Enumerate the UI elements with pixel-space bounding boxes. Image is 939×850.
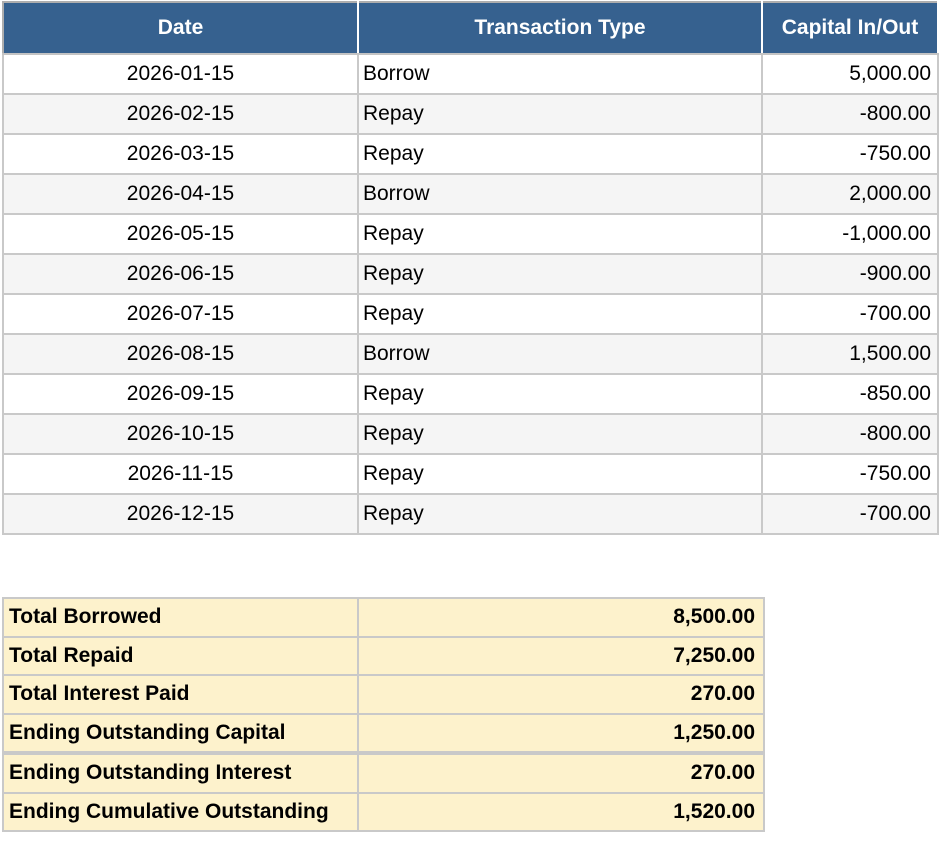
amount-cell: 1,500.00 (762, 334, 938, 374)
table-row (3, 294, 938, 334)
type-cell: Repay (358, 494, 762, 534)
col-header-date: Date (3, 2, 358, 54)
amount-cell: 2,000.00 (762, 174, 938, 214)
summary-label: Total Interest Paid (3, 675, 358, 714)
header-row (3, 2, 938, 54)
date-cell: 2026-12-15 (3, 494, 358, 534)
date-cell: 2026-08-15 (3, 334, 358, 374)
type-cell: Repay (358, 214, 762, 254)
summary-row (3, 754, 764, 793)
type-cell: Borrow (358, 334, 762, 374)
summary-row (3, 793, 764, 832)
summary-value: 270.00 (358, 754, 764, 793)
table-row (3, 254, 938, 294)
table-row (3, 94, 938, 134)
transactions-table (2, 1, 939, 535)
summary-label: Total Borrowed (3, 598, 358, 637)
type-cell: Repay (358, 254, 762, 294)
date-cell: 2026-06-15 (3, 254, 358, 294)
date-cell: 2026-07-15 (3, 294, 358, 334)
summary-value: 270.00 (358, 675, 764, 714)
summary-row (3, 714, 764, 753)
amount-cell: -750.00 (762, 454, 938, 494)
date-cell: 2026-05-15 (3, 214, 358, 254)
summary-value: 8,500.00 (358, 598, 764, 637)
summary-value: 7,250.00 (358, 637, 764, 676)
amount-cell: -800.00 (762, 94, 938, 134)
amount-cell: -800.00 (762, 414, 938, 454)
col-header-capital-in-out: Capital In/Out (762, 2, 938, 54)
type-cell: Repay (358, 134, 762, 174)
date-cell: 2026-09-15 (3, 374, 358, 414)
summary-value: 1,520.00 (358, 793, 764, 832)
date-cell: 2026-02-15 (3, 94, 358, 134)
spreadsheet-page (0, 1, 939, 850)
table-row (3, 334, 938, 374)
type-cell: Repay (358, 374, 762, 414)
summary-table-ending (2, 753, 765, 832)
table-row (3, 374, 938, 414)
date-cell: 2026-03-15 (3, 134, 358, 174)
type-cell: Repay (358, 94, 762, 134)
amount-cell: -900.00 (762, 254, 938, 294)
amount-cell: 5,000.00 (762, 54, 938, 94)
summary-label: Total Repaid (3, 637, 358, 676)
summary-label: Ending Outstanding Interest (3, 754, 358, 793)
table-row (3, 414, 938, 454)
amount-cell: -750.00 (762, 134, 938, 174)
type-cell: Repay (358, 414, 762, 454)
amount-cell: -850.00 (762, 374, 938, 414)
table-row (3, 134, 938, 174)
type-cell: Repay (358, 454, 762, 494)
type-cell: Borrow (358, 174, 762, 214)
table-row (3, 174, 938, 214)
table-row (3, 454, 938, 494)
summary-value: 1,250.00 (358, 714, 764, 753)
date-cell: 2026-11-15 (3, 454, 358, 494)
amount-cell: -700.00 (762, 294, 938, 334)
table-row (3, 494, 938, 534)
summary-label: Ending Outstanding Capital (3, 714, 358, 753)
summary-row (3, 598, 764, 637)
summary-table-totals (2, 597, 765, 753)
summary-label: Ending Cumulative Outstanding (3, 793, 358, 832)
amount-cell: -1,000.00 (762, 214, 938, 254)
summary-row (3, 637, 764, 676)
amount-cell: -700.00 (762, 494, 938, 534)
summary-row (3, 675, 764, 714)
date-cell: 2026-10-15 (3, 414, 358, 454)
type-cell: Repay (358, 294, 762, 334)
date-cell: 2026-01-15 (3, 54, 358, 94)
date-cell: 2026-04-15 (3, 174, 358, 214)
type-cell: Borrow (358, 54, 762, 94)
col-header-transaction-type: Transaction Type (358, 2, 762, 54)
spacer (0, 535, 939, 597)
table-row (3, 54, 938, 94)
table-row (3, 214, 938, 254)
